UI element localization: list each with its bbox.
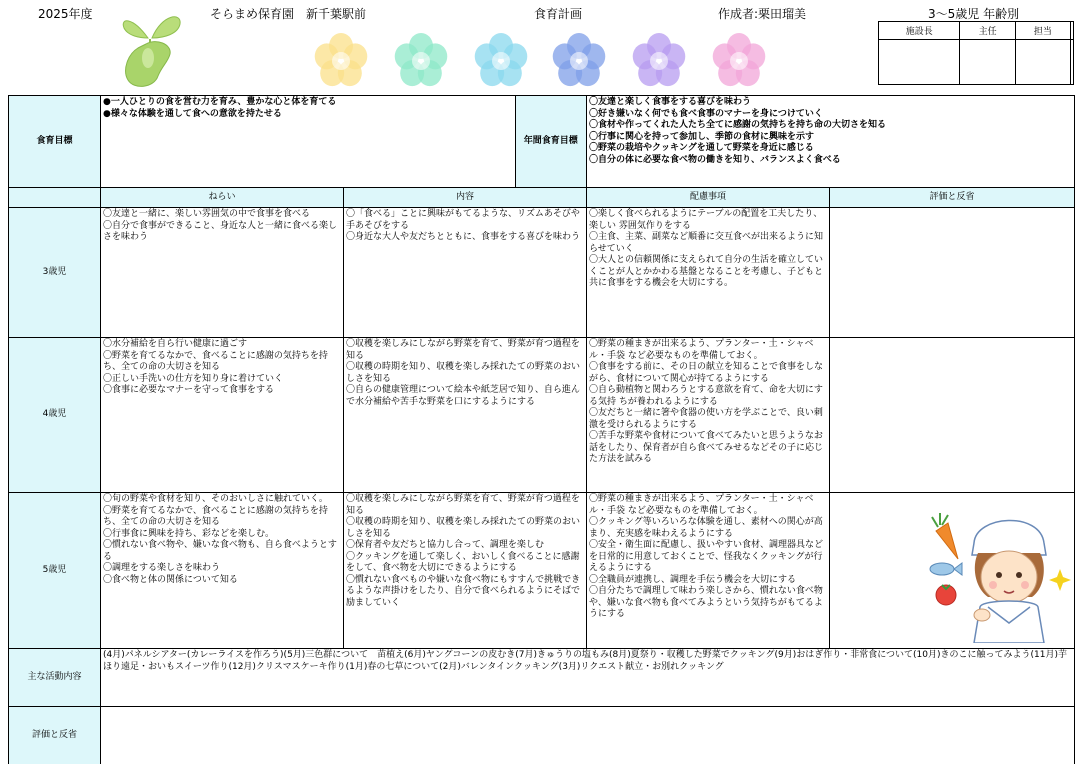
care-item: 〇友だちと一緒に箸や食器の使い方を学ぶことで、良い刺激を受けられるようにする (589, 408, 823, 430)
care-item: 〇クッキング等いろいろな体験を通し、素材への関心が高まり、充実感を味わえるようにする (589, 517, 823, 539)
age4-eval-cell[interactable] (830, 338, 1075, 493)
age5-eval-cell[interactable] (830, 493, 1075, 649)
age4-aim-cell (101, 338, 344, 493)
aim-item: 〇行事食に興味を持ち、彩などを楽しむ。 (103, 528, 275, 539)
care-item: 〇自分たちで調理して味わう楽しさから、慣れない食べ物や、嫌いな食べ物も食べてみようという気持ちがもてるようにする (589, 586, 823, 619)
year-label: 2025年度 (38, 7, 93, 21)
author-label: 作成者:栗田瑠美 (718, 7, 807, 21)
care-item: 〇野菜の種まきが出来るよう、プランター・土・シャベル・手袋 など必要なものを準備しておく。 (589, 339, 814, 361)
annual-goal-line: 〇食材や作ってくれた人たち全てに感謝の気持ちを持ち命の大切さを知る (589, 120, 887, 130)
flower-center (492, 52, 510, 70)
goal-line: ●様々な体験を通して食への意欲を持たせる (103, 108, 282, 119)
stamp-box[interactable] (960, 40, 1015, 85)
aim-item: 〇自分で食事ができること、身近な人と一緒に食べる楽しさを味わう (103, 220, 338, 242)
stamp-box[interactable] (1015, 40, 1070, 85)
age3-aim-cell (101, 208, 344, 338)
content-item: 〇身近な大人や友だちとともに、食事をする喜びを味わう (346, 232, 581, 242)
green-flower-icon (390, 30, 452, 92)
care-item: 〇苦手な野菜や食材について食べてみたいと思うようなお話をしたり、保育者が自ら食べてみせるなどその子に応じた方法を試みる (589, 431, 824, 464)
age3-care-cell (587, 208, 830, 338)
stamp-header-director: 施設長 (879, 22, 960, 40)
annual-goal-line: 〇自分の体に必要な食べ物の働きを知り、バランスよく食べる (589, 154, 841, 165)
stamp-box[interactable] (879, 40, 960, 85)
flower-center (412, 52, 430, 70)
care-item: 〇楽しく食べられるようにテーブルの配置を工夫したり、楽しい 雰囲気作りをする (589, 209, 823, 231)
goals-text (101, 96, 515, 187)
aim-item: 〇野菜を育てるなかで、食べることに感謝の気持ちを持ち、全ての命の大切さを知る (103, 350, 328, 372)
content-item: 〇慣れない食べものや嫌いな食べ物にもすすんで挑戦できるような声掛けをしたり、自分で食べられるようにそばで励ましていく (346, 574, 581, 608)
content-item: 〇収穫を楽しみにしながら野菜を育て、野菜が育つ過程を知る (346, 339, 580, 361)
annual-goal-line: 〇好き嫌いなく何でも食べ食事のマナーを身につけていく (589, 108, 823, 119)
annual-goal-line: 〇野菜の栽培やクッキングを通して野菜を身近に感じる (589, 143, 814, 153)
row-label-age3: 3歳児 (9, 208, 101, 338)
content-item: 〇クッキングを通して楽しく、おいしく食べることに感謝をして、食べ物を大切にできるようにする (346, 551, 580, 573)
care-item: 〇野菜の種まきが出来るよう、プランター・土・シャベル・手袋 など必要なものを準備しておく。 (589, 494, 814, 516)
column-header-content: 内容 (344, 188, 587, 208)
age3-eval-cell[interactable] (830, 208, 1075, 338)
column-header-care: 配慮事項 (587, 188, 830, 208)
activities-label: 主な活動内容 (9, 649, 101, 707)
care-item: 〇全職員が連携し、調理を手伝う機会を大切にする (589, 574, 797, 585)
yellow-flower-icon (310, 30, 372, 92)
goal-line: ●一人ひとりの食を営む力を育み、豊かな心と体を育てる (103, 97, 337, 107)
page-title: 食育計画 (534, 7, 583, 21)
carrot-icon (936, 523, 958, 559)
cook-girl-illustration-icon (922, 503, 1072, 643)
age5-content-cell (344, 493, 587, 649)
row-label-age5: 5歳児 (9, 493, 101, 649)
pink-flower-icon (708, 30, 770, 92)
content-item: 〇「食べる」ことに興味がもてるような、リズムあそびや手あそびをする (346, 209, 580, 231)
annual-goals-text (587, 96, 1075, 188)
annual-goal-line: 〇行事に関心を持って参加し、季節の食材に興味を示す (589, 131, 815, 142)
flower-center (650, 52, 668, 70)
purple-flower-icon (628, 30, 690, 92)
care-item: 〇自ら動植物と関わろうとする意欲を育て、命を大切にする気持 ちが養われるようにする (589, 385, 823, 407)
flower-center (332, 52, 350, 70)
corner-cell (9, 188, 101, 208)
fish-icon (930, 563, 954, 575)
flower-center (730, 52, 748, 70)
goals-label: 食育目標 (9, 96, 101, 188)
stamp-box[interactable] (1071, 40, 1074, 85)
evaluation-text-area[interactable] (101, 707, 1075, 764)
content-item: 〇収穫の時期を知り、収穫を楽しみ採れたての野菜のおいしさを知る (346, 517, 581, 539)
content-item: 〇自らの健康管理について絵本や紙芝居で知り、自ら進んで水分補給や苦手な野菜を口にするようにする (346, 385, 580, 407)
cyan-flower-icon (470, 30, 532, 92)
content-item: 〇保育者や友だちと協力し合って、調理を楽しむ (346, 540, 544, 550)
care-item: 〇安全・衛生面に配慮し、扱いやすい食材、調理器具などを日常的に用意しておくことで、怪我なくクッキングが行えるようにする (589, 540, 824, 573)
evaluation-label: 評価と反省 (9, 707, 101, 764)
aim-item: 〇旬の野菜や食材を知り、そのおいしさに触れていく。 (103, 494, 328, 504)
content-item: 〇収穫の時期を知り、収穫を楽しみ採れたての野菜のおいしさを知る (346, 362, 581, 384)
aim-item: 〇友達と一緒に、楽しい雰囲気の中で食事を食べる (103, 209, 311, 219)
column-header-eval: 評価と反省 (830, 188, 1075, 208)
age5-aim-cell (101, 493, 344, 649)
aim-item: 〇食事に必要なマナーを守って食事をする (103, 385, 275, 395)
aim-item: 〇水分補給を自ら行い健康に過ごす (103, 339, 248, 349)
age4-content-cell (344, 338, 587, 493)
age-range-label: 3～5歳児 年齢別 (928, 7, 1020, 21)
sparkle-icon (1049, 569, 1071, 591)
aim-item: 〇調理をする楽しさを味わう (103, 563, 221, 573)
blue-flower-icon (548, 30, 610, 92)
food-education-plan-table (8, 95, 1075, 764)
annual-goals-label: 年間食育目標 (515, 96, 586, 187)
stamp-header-blank (1071, 22, 1074, 40)
row-label-age4: 4歳児 (9, 338, 101, 493)
aim-item: 〇慣れない食べ物や、嫌いな食べ物も、自ら食べようとする (103, 540, 337, 562)
column-header-aim: ねらい (101, 188, 344, 208)
care-item: 〇食事をする前に、その日の献立を知ることで食事をしながら、食材について関心が持てるようにする (589, 362, 824, 384)
approval-stamp-table (878, 21, 1074, 85)
care-item: 〇主食、主菜、副菜など順番に交互食べが出来るように知らせていく (589, 232, 824, 254)
aim-item: 〇野菜を育てるなかで、食べることに感謝の気持ちを持ち、全ての命の大切さを知る (103, 505, 328, 527)
flower-center (570, 52, 588, 70)
school-name: そらまめ保育園 新千葉駅前 (210, 7, 367, 21)
aim-item: 〇食べ物と体の関係について知る (103, 574, 238, 585)
age5-care-cell (587, 493, 830, 649)
age3-content-cell (344, 208, 587, 338)
content-item: 〇収穫を楽しみにしながら野菜を育て、野菜が育つ過程を知る (346, 494, 580, 516)
aim-item: 〇正しい手洗いの仕方を知り身に着けていく (103, 373, 284, 384)
activities-text: (4月)パネルシアター(カレーライスを作ろう)(5月)三色群について 苗植え(6月)ヤングコーンの皮むき(7月)きゅうりの塩もみ(8月)夏祭り・収穫した野菜でクッキング(9月)おはぎ作り・非常食について(10月)きのこに触ってみよう(11月)芋ほり遠足・おいもスイーツ作り(12月)クリスマスケーキ作り(1月)春の七草について(2月)バレンタインクッキング(3月)リクエスト献立・お別れクッキング (101, 649, 1075, 707)
care-item: 〇大人との信頼関係に支えられて自分の生活を確立していくことが人とかかわる基盤となることを考慮し、子どもと共に食事をする機会を大切にする。 (589, 255, 824, 288)
annual-goal-line: 〇友達と楽しく食事をする喜びを味わう (589, 97, 752, 107)
stamp-header-chief: 主任 (960, 22, 1015, 40)
stamp-header-staff: 担当 (1015, 22, 1070, 40)
sprout-bean-icon (118, 6, 188, 90)
age4-care-cell (587, 338, 830, 493)
